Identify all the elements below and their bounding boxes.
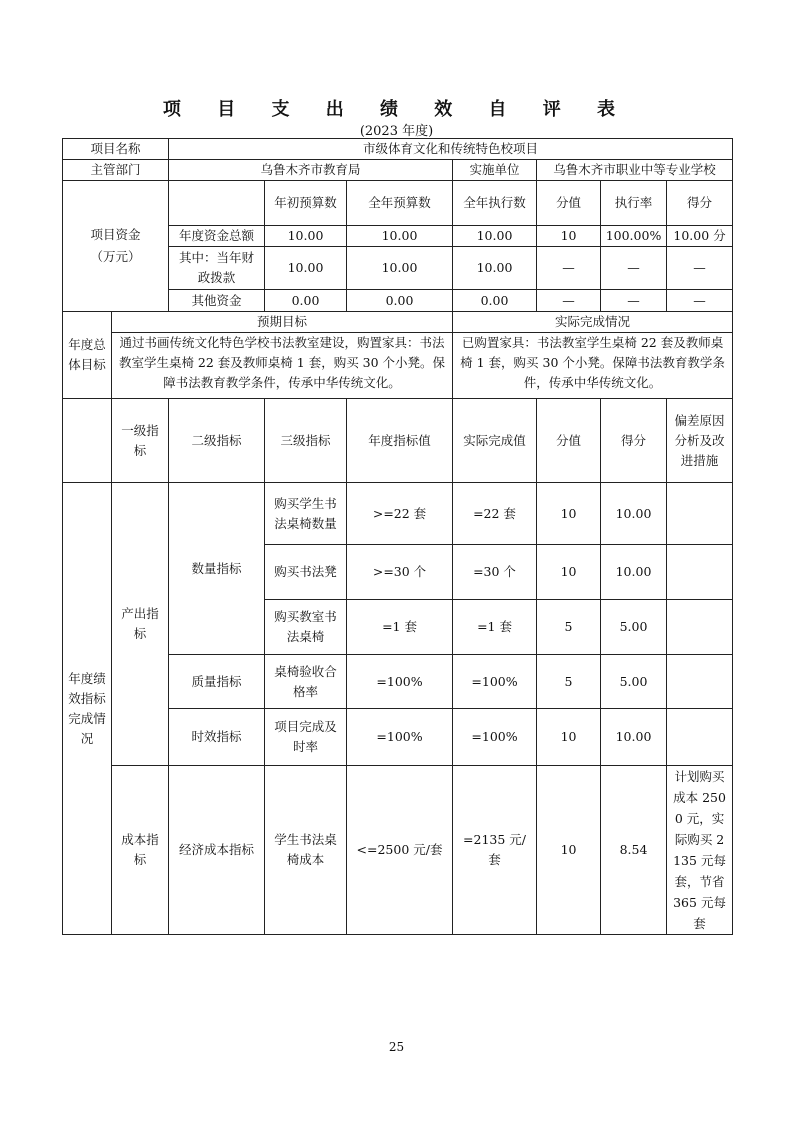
funds-annual: 0.00 (347, 290, 453, 312)
funds-initial: 10.00 (265, 226, 347, 247)
indicator-actual: =30 个 (453, 545, 537, 600)
indicator-level3: 购买书法凳 (265, 545, 347, 600)
goals-label: 年度总体目标 (63, 312, 112, 399)
indicator-header-level1: 一级指标 (112, 399, 169, 483)
indicator-analysis (667, 545, 733, 600)
indicator-analysis (667, 655, 733, 709)
funds-rate: — (601, 290, 667, 312)
indicator-actual: =1 套 (453, 600, 537, 655)
indicator-target: >=30 个 (347, 545, 453, 600)
indicator-section-label: 年度绩效指标完成情况 (63, 483, 112, 935)
indicator-score: 5.00 (601, 655, 667, 709)
indicator-score-value: 5 (537, 600, 601, 655)
indicator-actual: =2135 元/套 (453, 766, 537, 935)
funds-row-label: 其中：当年财政拨款 (169, 247, 265, 290)
indicator-header-blank (63, 399, 112, 483)
funds-header-row (63, 181, 733, 226)
document-title: 项 目 支 出 绩 效 自 评 表 (162, 99, 631, 120)
funds-score: 10.00 分 (667, 226, 733, 247)
funds-score-value: — (537, 247, 601, 290)
indicator-score-value: 10 (537, 709, 601, 766)
indicator-header-level3: 三级指标 (265, 399, 347, 483)
indicator-target: >=22 套 (347, 483, 453, 545)
indicator-analysis: 计划购买成本 2500 元，实际购买 2135 元每套，节省 365 元每套 (667, 766, 733, 935)
funds-score-value: 10 (537, 226, 601, 247)
indicator-level3: 桌椅验收合格率 (265, 655, 347, 709)
indicator-header-actual: 实际完成值 (453, 399, 537, 483)
goals-expected-text: 通过书画传统文化特色学校书法教室建设，购置家具：书法教室学生桌椅 22 套及教师桌椅 1 套，购买 30 个小凳。保障书法教育教学条件，传承中华传统文化。 (112, 333, 453, 399)
project-name-label: 项目名称 (63, 139, 169, 160)
funds-initial: 0.00 (265, 290, 347, 312)
funds-row-label: 其他资金 (169, 290, 265, 312)
indicator-header-analysis: 偏差原因分析及改进措施 (667, 399, 733, 483)
goals-actual-header: 实际完成情况 (453, 312, 733, 333)
indicator-level3: 购买学生书法桌椅数量 (265, 483, 347, 545)
indicator-level1: 成本指标 (112, 766, 169, 935)
implementer-value: 乌鲁木齐市职业中等专业学校 (537, 160, 733, 181)
department-row (63, 160, 733, 181)
indicator-actual: =100% (453, 655, 537, 709)
indicator-actual: =22 套 (453, 483, 537, 545)
funds-score: — (667, 247, 733, 290)
indicator-level2: 质量指标 (169, 655, 265, 709)
indicator-level3: 项目完成及时率 (265, 709, 347, 766)
project-name-row (63, 139, 733, 160)
indicator-header-target: 年度指标值 (347, 399, 453, 483)
goals-actual-text: 已购置家具：书法教室学生桌椅 22 套及教师桌椅 1 套，购买 30 个小凳。保障书法教育教学条件，传承中华传统文化。 (453, 333, 733, 399)
funds-blank-header (169, 181, 265, 226)
funds-header-rate: 执行率 (601, 181, 667, 226)
funds-header-initial: 年初预算数 (265, 181, 347, 226)
funds-rate: — (601, 247, 667, 290)
indicator-score: 10.00 (601, 545, 667, 600)
funds-initial: 10.00 (265, 247, 347, 290)
indicator-level3: 学生书法桌椅成本 (265, 766, 347, 935)
funds-header-score-value: 分值 (537, 181, 601, 226)
page-number: 25 (388, 1040, 405, 1054)
indicator-actual: =100% (453, 709, 537, 766)
implementer-label: 实施单位 (453, 160, 537, 181)
indicator-row (63, 483, 733, 545)
indicator-target: =100% (347, 709, 453, 766)
indicator-score: 5.00 (601, 600, 667, 655)
funds-score-value: — (537, 290, 601, 312)
funds-header-executed: 全年执行数 (453, 181, 537, 226)
indicator-score: 10.00 (601, 709, 667, 766)
indicator-level3: 购买教室书法桌椅 (265, 600, 347, 655)
goals-expected-header: 预期目标 (112, 312, 453, 333)
goals-content-row (63, 333, 733, 399)
department-label: 主管部门 (63, 160, 169, 181)
indicator-score: 8.54 (601, 766, 667, 935)
funds-executed: 10.00 (453, 247, 537, 290)
indicator-header-score: 得分 (601, 399, 667, 483)
funds-score: — (667, 290, 733, 312)
indicator-level2: 数量指标 (169, 483, 265, 655)
funds-header-score: 得分 (667, 181, 733, 226)
funds-executed: 10.00 (453, 226, 537, 247)
funds-label: 项目资金 （万元） (63, 181, 169, 312)
indicator-analysis (667, 709, 733, 766)
indicator-header-score-value: 分值 (537, 399, 601, 483)
indicator-score-value: 10 (537, 766, 601, 935)
indicator-header-level2: 二级指标 (169, 399, 265, 483)
indicator-analysis (667, 483, 733, 545)
indicator-level1: 产出指标 (112, 483, 169, 766)
indicator-target: =1 套 (347, 600, 453, 655)
project-name-value: 市级体育文化和传统特色校项目 (169, 139, 733, 160)
indicator-score-value: 10 (537, 483, 601, 545)
indicator-score-value: 5 (537, 655, 601, 709)
funds-rate: 100.00% (601, 226, 667, 247)
indicator-target: =100% (347, 655, 453, 709)
indicator-level2: 时效指标 (169, 709, 265, 766)
indicator-analysis (667, 600, 733, 655)
funds-header-annual: 全年预算数 (347, 181, 453, 226)
indicator-score-value: 10 (537, 545, 601, 600)
indicator-level2: 经济成本指标 (169, 766, 265, 935)
indicator-header-row (63, 399, 733, 483)
indicator-score: 10.00 (601, 483, 667, 545)
indicator-target: <=2500 元/套 (347, 766, 453, 935)
funds-annual: 10.00 (347, 247, 453, 290)
goals-header-row (63, 312, 733, 333)
document-year: (2023 年度) (359, 124, 434, 139)
funds-executed: 0.00 (453, 290, 537, 312)
indicator-row (63, 766, 733, 935)
funds-annual: 10.00 (347, 226, 453, 247)
performance-evaluation-table (62, 138, 733, 935)
department-value: 乌鲁木齐市教育局 (169, 160, 453, 181)
funds-row-label: 年度资金总额 (169, 226, 265, 247)
